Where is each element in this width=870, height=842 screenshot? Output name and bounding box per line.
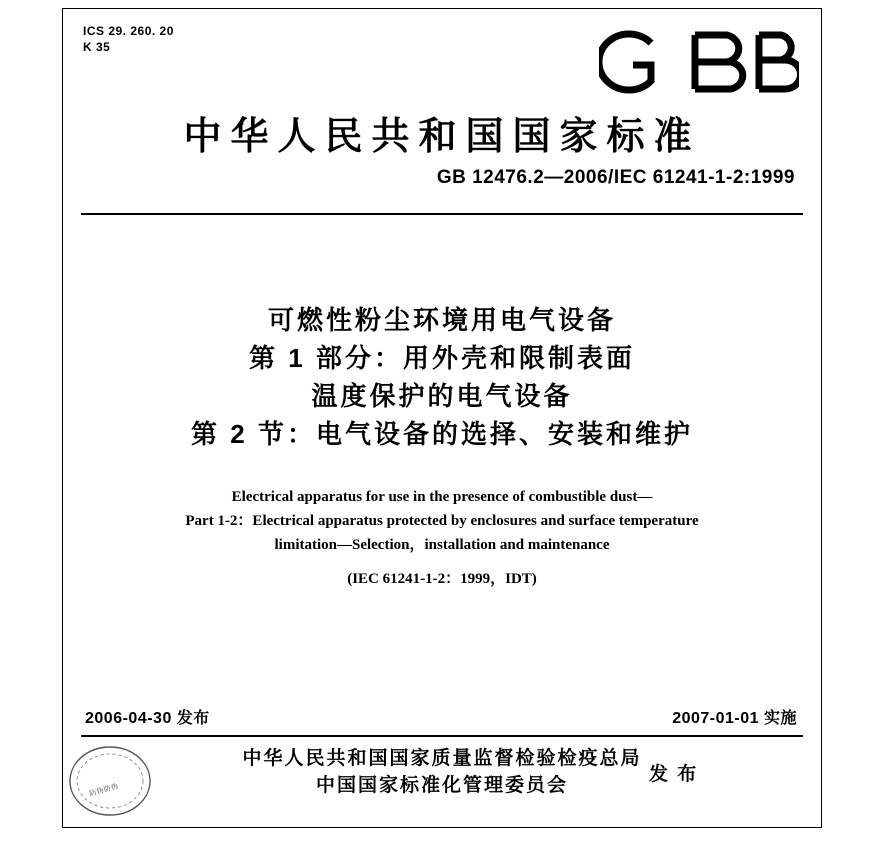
cover-sheet [62, 8, 822, 828]
publish-date: 2006-04-30 发布 [85, 710, 210, 727]
implementation-date: 2007-01-01 实施 [672, 710, 797, 727]
title-en-line-3: limitation—Selection，installation and maintenance [274, 537, 610, 553]
issuing-authorities [63, 745, 821, 799]
anti-counterfeit-seal-icon [67, 743, 153, 819]
title-cn-line-3: 温度保护的电气设备 [311, 381, 573, 411]
standard-title-chinese [63, 301, 821, 453]
ccs-code: K 35 [83, 40, 111, 54]
ics-classification-block [83, 23, 174, 55]
title-en-line-2: Part 1-2：Electrical apparatus protected by enclosures and surface temperature [185, 513, 699, 529]
standard-title-english [63, 485, 821, 557]
title-cn-line-1: 可燃性粉尘环境用电气设备 [267, 305, 616, 335]
issuer-line-1: 中华人民共和国国家质量监督检验检疫总局 [242, 748, 642, 769]
gb-logo-icon [599, 29, 799, 95]
standard-number: GB 12476.2—2006/IEC 61241-1-2:1999 [436, 167, 795, 188]
idt-reference-note: (IEC 61241-1-2：1999，IDT) [347, 571, 537, 587]
title-en-line-1: Electrical apparatus for use in the presence of combustible dust— [231, 489, 653, 505]
footer-divider [81, 735, 803, 737]
seal-text: 防伪防伪 [88, 782, 120, 798]
ics-code: ICS 29. 260. 20 [83, 24, 174, 38]
title-cn-line-4: 第 2 节：电气设备的选择、安装和维护 [191, 419, 693, 449]
issue-label: 发 布 [649, 764, 699, 785]
issuer-line-2: 中国国家标准化管理委员会 [315, 775, 568, 796]
title-cn-line-2: 第 1 部分：用外壳和限制表面 [249, 343, 635, 373]
header-divider [81, 213, 803, 215]
national-standard-title: 中华人民共和国国家标准 [183, 116, 701, 158]
